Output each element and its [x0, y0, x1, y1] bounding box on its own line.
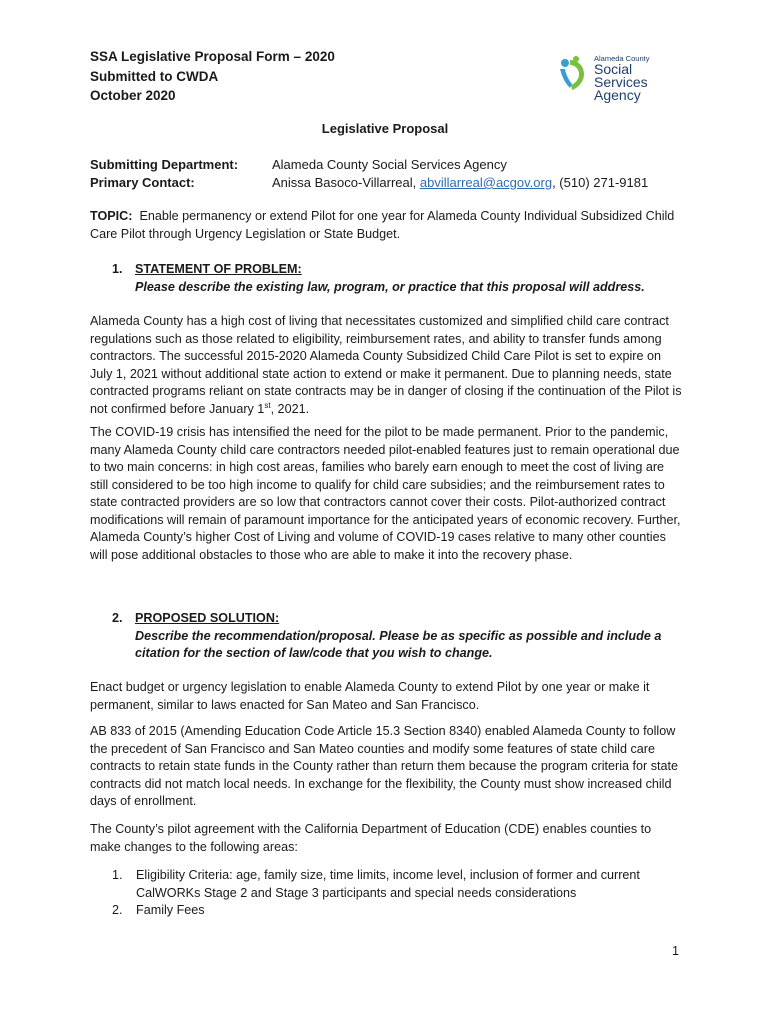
change-areas-list [112, 867, 684, 920]
agency-logo [556, 52, 686, 103]
list-item [112, 902, 684, 920]
problem-paragraph-1-end: , 2021. [270, 401, 310, 416]
agency-logo-mark-icon [556, 54, 592, 94]
topic-paragraph [90, 208, 684, 243]
page-number: 1 [672, 944, 680, 958]
section-1-title: STATEMENT OF PROBLEM: [135, 262, 302, 276]
section-2-title: PROPOSED SOLUTION: [135, 611, 280, 625]
section-2-prompt: Describe the recommendation/proposal. Please be as specific as possible and include a citation for the section of law/code that you wish to change. [135, 628, 662, 660]
solution-paragraph-1: Enact budget or urgency legislation to enable Alameda County to extend Pilot by one year or make it permanent, similar to laws enacted for San Mateo and San Francisco. [90, 680, 650, 712]
document-title: Legislative Proposal [321, 121, 449, 136]
section-1-prompt: Please describe the existing law, program, or practice that this proposal will address. [135, 279, 645, 294]
solution-paragraph-2: AB 833 of 2015 (Amending Education Code Article 15.3 Section 8340) enabled Alameda County to follow the precedent of San Francisco and San Mateo counties and modify some features of state child care contracts to retain state funds in the County rather than return them because the program criteria for state contracts did not match local needs. In exchange for the flexibility, the County must show increased child days of enrollment. [90, 724, 679, 808]
list-item-text: Eligibility Criteria: age, family size, time limits, income level, inclusion of former and current CalWORKs Stage 2 and Stage 3 participants and special needs considerations [136, 868, 640, 900]
topic-label: TOPIC: [90, 209, 133, 223]
submitted-to: Submitted to CWDA [90, 68, 219, 84]
document-header [90, 47, 335, 106]
list-item-number: 1. [112, 868, 123, 882]
topic-text: Enable permanency or extend Pilot for one year for Alameda County Individual Subsidized Child Care Pilot through Urgency Legislation or State Budget. [90, 209, 678, 241]
primary-contact-value [272, 174, 648, 192]
form-title: SSA Legislative Proposal Form – 2020 [90, 49, 335, 64]
logo-agency-name [594, 63, 686, 102]
contact-name: Anissa Basoco-Villarreal, [272, 175, 420, 190]
list-item [112, 867, 684, 902]
contact-phone: , (510) 271-9181 [552, 175, 649, 190]
submitting-department-label: Submitting Department: [90, 157, 239, 172]
submitting-department-value: Alameda County Social Services Agency [272, 157, 507, 172]
primary-contact-label: Primary Contact: [90, 175, 195, 190]
logo-agency-line2: Agency [594, 87, 641, 103]
section-1-number: 1. [112, 262, 123, 276]
section-2-number: 2. [112, 611, 123, 625]
logo-agency-line1: Social Services [594, 61, 648, 90]
list-item-text: Family Fees [136, 903, 205, 917]
list-item-number: 2. [112, 903, 123, 917]
solution-paragraph-3: The County’s pilot agreement with the California Department of Education (CDE) enables counties to make changes to the following areas: [90, 822, 652, 854]
ordinal-suffix: st [264, 400, 271, 410]
contact-email-link[interactable]: abvillarreal@acgov.org [419, 175, 553, 190]
problem-paragraph-2: The COVID-19 crisis has intensified the need for the pilot to be made permanent. Prior to the pandemic, many Alameda County child care contractors needed pilot-enabled features just to remain operational due to two main concerns: in high cost areas, families who barely earn enough to meet the cost of living are still considered to be too high income to qualify for child care subsidies; and the reimbursement rates to state contracted providers are so low that contractors cannot cover their costs. Pilot-authorized contract modifications will remain of paramount importance for the anticipated years of economic recovery. Further, Alameda County’s higher Cost of Living and volume of COVID-19 cases relative to many other counties will pose additional obstacles to those who are able to make it into the recovery phase. [90, 425, 681, 562]
form-date: October 2020 [90, 88, 176, 103]
logo-county-text: Alameda County [594, 54, 650, 63]
problem-paragraph-1-text: Alameda County has a high cost of living that necessitates customized and simplified child care contract regulations such as those related to eligibility, reimbursement rates, and ability to transfer funds among contractors. The successful 2015-2020 Alameda County Subsidized Child Care Pilot is set to expire on July 1, 2021 without additional state action to extend or make it permanent. Due to planning needs, state contracted programs reliant on state contracts may be in danger of closing if the continuation of the Pilot is not confirmed before January 1 [90, 314, 682, 416]
problem-paragraph-1 [90, 313, 684, 418]
